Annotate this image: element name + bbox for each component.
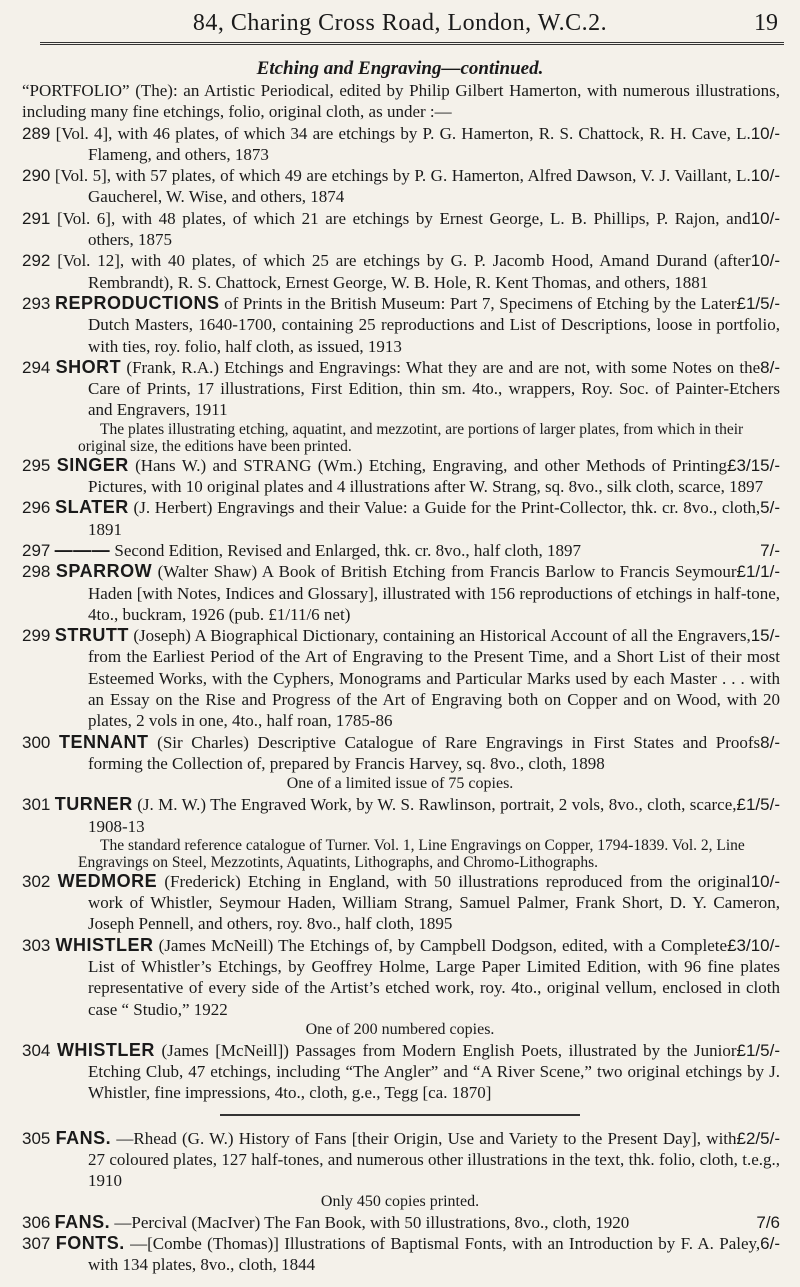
entry-price: £1/5/- — [736, 1040, 780, 1060]
catalogue-entry — [0, 935, 800, 1020]
catalogue-entry — [0, 357, 800, 421]
entry-edition-note: One of 200 numbered copies. — [305, 1020, 495, 1038]
entry-text: (Hans W.) and STRANG (Wm.) Etching, Engraving, and other Methods of Printing Pictures, with 10 original plates and 4 illustrations after W. Strang, sq. 8vo., silk cloth, scarce, 1897 — [88, 455, 764, 497]
entry-text: —[Combe (Thomas)] Illustrations of Baptismal Fonts, with an Introduction by F. A. Paley, with 134 plates, 8vo., cloth, 1844 — [88, 1233, 761, 1275]
entry-number: 303 — [22, 935, 51, 955]
entry-number: 294 — [22, 357, 51, 377]
entry-price: 8/- — [760, 357, 780, 377]
entry-price: 15/- — [750, 626, 780, 646]
portfolio-intro: “PORTFOLIO” (The): an Artistic Periodical, edited by Philip Gilbert Hamerton, with numerous illustrations, including many fine etchings, folio, original cloth, as under :— — [22, 81, 780, 122]
entry-text: —Percival (MacIver) The Fan Book, with 50 illustrations, 8vo., cloth, 1920 — [114, 1212, 630, 1232]
catalogue-entry — [0, 1128, 800, 1192]
catalogue-entry — [0, 561, 800, 625]
entry-heading: STRUTT — [54, 625, 129, 646]
catalogue-entries — [0, 80, 800, 1276]
entry-heading: FONTS. — [55, 1232, 125, 1253]
entry-number: 293 — [22, 293, 51, 313]
entry-heading: SINGER — [56, 454, 129, 475]
catalogue-entry — [0, 1233, 800, 1276]
catalogue-entry — [0, 732, 800, 775]
catalogue-entry — [0, 250, 800, 293]
running-head: 84, Charing Cross Road, London, W.C.2. — [192, 10, 608, 36]
entry-text: [Vol. 6], with 48 plates, of which 21 are etchings by Ernest George, L. B. Phillips, P. Rajon, and others, 1875 — [56, 208, 751, 250]
catalogue-entry — [0, 1212, 800, 1233]
entry-text: (James [McNeill]) Passages from Modern English Poets, illustrated by the Junior Etching Club, 47 etchings, including “The Angler” and “A River Scene,” two original etchings by J. Whistler, fine impressions, 4to., cloth, g.e., Tegg [ca. 1870] — [88, 1040, 780, 1103]
entry-heading: FANS. — [54, 1211, 111, 1232]
entry-heading: REPRODUCTIONS — [54, 292, 220, 313]
entry-text: (Joseph) A Biographical Dictionary, containing an Historical Account of all the Engravers, from the Earliest Period of the Art of Engraving to the Present Time, and a Short List of their most Esteemed Works, with the Cyphers, Monograms and Particular Marks used by each Master . . . with an Essay on the Rise and Progress of the Art of Engraving both on Copper and on Wood, with 20 plates, 2 vols in one, 4to., half roan, 1785-86 — [88, 626, 780, 731]
entry-heading: TURNER — [54, 794, 133, 815]
entry-heading: SLATER — [55, 497, 129, 518]
entry-number: 292 — [22, 251, 51, 271]
entry-number: 304 — [22, 1040, 51, 1060]
entry-price: 7/6 — [756, 1212, 780, 1232]
catalogue-entry — [0, 540, 800, 561]
entry-number: 305 — [22, 1128, 51, 1148]
entry-heading: TENNANT — [59, 731, 149, 752]
entry-text: (J. Herbert) Engravings and their Value: a Guide for the Print-Collector, thk. cr. 8vo., cloth, 1891 — [88, 498, 761, 539]
catalogue-entry — [0, 455, 800, 498]
entry-text: [Vol. 5], with 57 plates, of which 49 are etchings by P. G. Hamerton, Alfred Dawson, V. J. Vaillant, L. Gaucherel, W. Wise, and others, 1874 — [54, 166, 751, 207]
entry-text: (Frank, R.A.) Etchings and Engravings: What they are and are not, with some Notes on the Care of Prints, 17 illustrations, First Edition, thin sm. 4to., wrappers, Roy. Soc. of Painter-Etchers and Engravers, 1911 — [88, 357, 780, 420]
catalogue-entry — [0, 625, 800, 731]
catalogue-entry — [0, 123, 800, 166]
entry-number: 306 — [22, 1212, 51, 1232]
entry-text: (Walter Shaw) A Book of British Etching from Francis Barlow to Francis Seymour Haden [with Notes, Indices and Glossary], illustrated with 156 reproductions of etchings in half-tone, 4to., buckram, 1926 (pub. £1/11/6 net) — [88, 562, 780, 624]
entry-text: [Vol. 12], with 40 plates, of which 25 are etchings by G. P. Jacomb Hood, Amand Durand (after Rembrandt), R. S. Chattock, Ernest George, W. B. Hole, R. Kent Thomas, and others, 1881 — [57, 251, 751, 292]
entry-text: (James McNeill) The Etchings of, by Campbell Dodgson, edited, with a Complete List of Whistler’s Etchings, by Geoffrey Holme, Large Paper Limited Edition, with 96 fine plates representative of every side of the Artist’s etched work, roy. 4to., original vellum, enclosed in cloth case “ Studio,” 1922 — [88, 935, 780, 1019]
entry-price: 7/- — [760, 540, 780, 560]
catalogue-entry — [0, 293, 800, 357]
entry-price: 8/- — [760, 732, 780, 752]
entry-heading: SHORT — [55, 356, 122, 377]
header-rule — [40, 42, 784, 45]
entry-note: The plates illustrating etching, aquatint, and mezzotint, are portions of larger plates, from which in their original size, the editions have been printed. — [78, 420, 744, 455]
entry-text: [Vol. 4], with 46 plates, of which 34 are etchings by P. G. Hamerton, R. S. Chattock, R. H. Cave, L. Flameng, and others, 1873 — [55, 123, 751, 164]
entry-number: 298 — [22, 562, 51, 582]
entry-price: £2/5/- — [736, 1128, 780, 1148]
entry-text: (Sir Charles) Descriptive Catalogue of Rare Engravings in First States and Proofs forming the Collection of, prepared by Francis Harvey, sq. 8vo., cloth, 1898 — [88, 732, 761, 773]
entry-text: Second Edition, Revised and Enlarged, thk. cr. 8vo., half cloth, 1897 — [114, 540, 582, 560]
entry-edition-note: Only 450 copies printed. — [320, 1192, 480, 1210]
entry-heading: SPARROW — [55, 561, 153, 582]
entry-price: £1/5/- — [736, 795, 780, 815]
entry-number: 301 — [22, 795, 51, 815]
catalogue-entry — [0, 794, 800, 837]
entry-price: £1/1/- — [736, 562, 780, 582]
entry-text: —Rhead (G. W.) History of Fans [their Origin, Use and Variety to the Present Day], with 27 coloured plates, 127 half-tones, and numerous other illustrations in the text, thk. folio, cloth, t.e.g., 1910 — [88, 1128, 780, 1191]
entry-heading: WHISTLER — [56, 1039, 155, 1060]
catalogue-entry — [0, 871, 800, 935]
entry-price: 6/- — [760, 1233, 780, 1253]
entry-text: of Prints in the British Museum: Part 7, Specimens of Etching by the Later Dutch Masters, 1640-1700, containing 25 reproductions and List of Descriptions, loose in portfolio, with ties, roy. folio, half cloth, as issued, 1913 — [88, 293, 780, 356]
entry-price: £3/10/- — [727, 935, 780, 955]
entry-note: The standard reference catalogue of Turner. Vol. 1, Line Engravings on Copper, 1794-1839. Vol. 2, Line Engravings on Steel, Mezzotints, Aquatints, Lithographs, and Chromo-Lithographs. — [78, 836, 745, 871]
entry-price: 10/- — [750, 123, 780, 143]
entry-number: 299 — [22, 626, 51, 646]
entry-price: £1/5/- — [736, 293, 780, 313]
entry-price: 10/- — [750, 251, 780, 271]
entry-price: £3/15/- — [727, 455, 780, 475]
entry-heading: ——— — [54, 539, 111, 560]
entry-text: (J. M. W.) The Engraved Work, by W. S. Rawlinson, portrait, 2 vols, 8vo., cloth, scarce, 1908-13 — [88, 795, 737, 836]
entry-price: 10/- — [750, 208, 780, 228]
page-number: 19 — [754, 10, 778, 36]
entry-heading: WHISTLER — [55, 934, 154, 955]
catalogue-entry — [0, 1040, 800, 1104]
entry-number: 297 — [22, 540, 51, 560]
entry-number: 289 — [22, 123, 51, 143]
catalogue-entry — [0, 497, 800, 540]
catalogue-entry — [0, 165, 800, 208]
entry-number: 290 — [22, 166, 51, 186]
entry-heading: WEDMORE — [57, 870, 158, 891]
entry-heading: FANS. — [55, 1127, 112, 1148]
section-title: Etching and Engraving—continued. — [256, 58, 544, 79]
section-separator — [220, 1114, 580, 1116]
entry-number: 296 — [22, 498, 51, 518]
entry-number: 300 — [22, 732, 51, 752]
entry-text: (Frederick) Etching in England, with 50 illustrations reproduced from the original work of Whistler, Seymour Haden, William Strang, Samuel Palmer, Frank Short, D. Y. Cameron, Joseph Pennell, and others, roy. 8vo., half cloth, 1895 — [88, 871, 780, 934]
entry-number: 295 — [22, 455, 51, 475]
entry-number: 307 — [22, 1233, 51, 1253]
page-header — [0, 8, 800, 42]
entry-edition-note: One of a limited issue of 75 copies. — [286, 775, 514, 793]
entry-price: 5/- — [760, 498, 780, 518]
entry-price: 10/- — [750, 166, 780, 186]
entry-number: 291 — [22, 208, 51, 228]
entry-price: 10/- — [750, 871, 780, 891]
catalogue-entry — [0, 208, 800, 251]
entry-number: 302 — [22, 871, 51, 891]
